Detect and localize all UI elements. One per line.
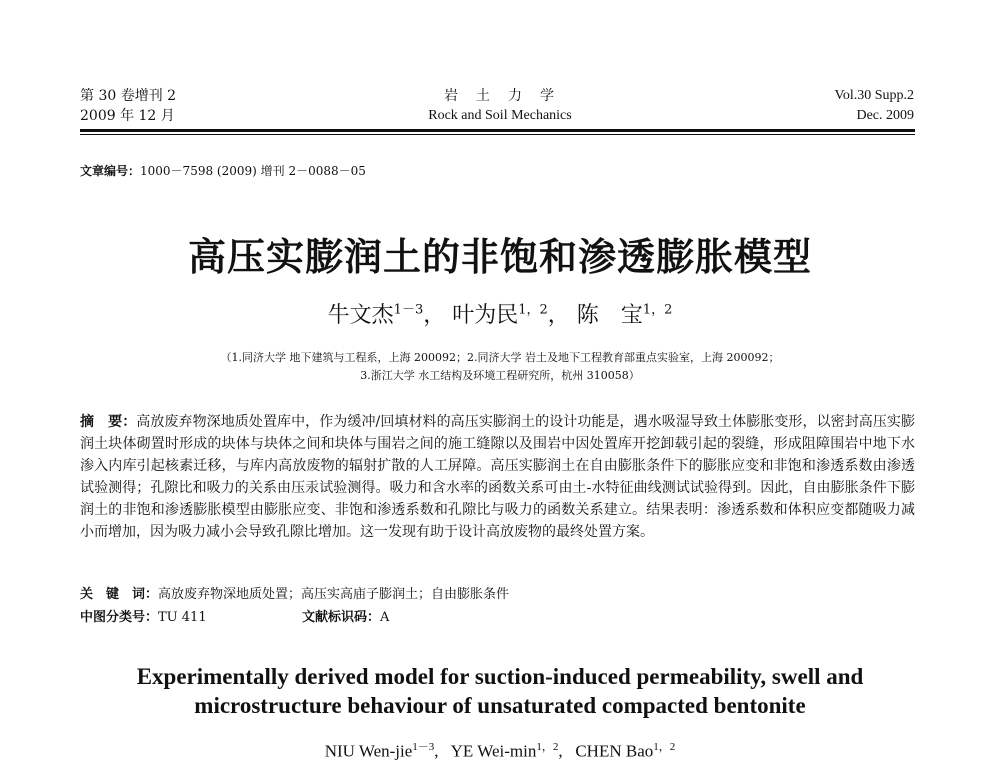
header-rule-thick bbox=[80, 129, 915, 132]
author-en: YE Wei-min bbox=[450, 741, 537, 761]
author-en: NIU Wen-jie bbox=[324, 741, 413, 761]
journal-name-cn: 岩 土 力 学 bbox=[444, 88, 556, 104]
title-en-line-1: Experimentally derived model for suction-induced permeability, swell and bbox=[136, 664, 864, 689]
abstract bbox=[80, 411, 915, 543]
doc-code-value: A bbox=[380, 610, 390, 625]
keywords bbox=[80, 583, 509, 602]
issue-volume: 第 30 卷增刊 2 bbox=[80, 88, 177, 104]
author-cn-affil: 1，2 bbox=[642, 302, 673, 318]
article-number-value: 1000－7598 (2009) 增刊 2－0088－05 bbox=[140, 164, 366, 178]
keywords-text: 高放废弃物深地质处置；高压实高庙子膨润土；自由膨胀条件 bbox=[158, 587, 510, 602]
author-en-affil: 1，2 bbox=[536, 741, 559, 753]
keywords-label: 关 键 词： bbox=[80, 587, 159, 602]
volume-en: Vol.30 Supp.2 bbox=[834, 88, 914, 103]
author-cn: 陈 宝 bbox=[576, 303, 643, 328]
clc-value: TU 411 bbox=[158, 610, 207, 625]
author-cn-affil: 1－3 bbox=[393, 302, 424, 318]
article-number-label: 文章编号： bbox=[80, 164, 141, 178]
title-en bbox=[0, 662, 1000, 720]
title-cn: 高压实膨润土的非饱和渗透膨胀模型 bbox=[187, 235, 812, 279]
author-cn: 牛文杰 bbox=[327, 303, 394, 328]
affiliation-line-2: 3.浙江大学 水工结构及环境工程研究所，杭州 310058） bbox=[360, 369, 640, 382]
journal-volume-en bbox=[835, 86, 914, 126]
author-en-affil: 1－3 bbox=[412, 741, 435, 753]
clc-label: 中图分类号： bbox=[80, 610, 159, 625]
document-code bbox=[302, 606, 389, 625]
date-en: Dec. 2009 bbox=[856, 108, 914, 123]
article-number bbox=[80, 162, 366, 179]
abstract-text: 高放废弃物深地质处置库中，作为缓冲/回填材料的高压实膨润土的设计功能是，遇水吸湿导致土体膨胀变形，以密封高压实膨润土块体砌置时形成的块体与块体之间和块体与围岩之间的施工缝隙以及围岩中因处置库开挖卸载引起的裂缝，形成阻障围岩中地下水渗入内库引起核素迁移，与库内高放废物的辐射扩散的人工屏障。高压实膨润土在自由膨胀条件下的膨胀应变和非饱和渗透系数由渗透试验测得；孔隙比和吸力的关系由压汞试验测得。吸力和含水率的函数关系可由土-水特征曲线测试试验得到。因此，自由膨胀条件下膨润土的非饱和渗透膨胀模型由膨胀应变、非饱和渗透系数和孔隙比与吸力的函数关系建立。结果表明：渗透系数和体积应变都随吸力减小而增加，因为吸力减小会导致孔隙比增加。这一发现有助于设计高放废物的最终处置方案。 bbox=[80, 414, 916, 540]
doc-code-label: 文献标识码： bbox=[302, 610, 381, 625]
title-en-line-2: microstructure behaviour of unsaturated compacted bentonite bbox=[194, 693, 806, 718]
journal-issue bbox=[80, 86, 176, 126]
journal-name bbox=[380, 86, 620, 126]
issue-date: 2009 年 12 月 bbox=[80, 108, 175, 124]
journal-name-en: Rock and Soil Mechanics bbox=[428, 108, 572, 123]
classification bbox=[80, 606, 207, 625]
header-rule-thin bbox=[80, 134, 915, 135]
author-cn: 叶为民 bbox=[452, 303, 519, 328]
author-en-affil: 1，2 bbox=[653, 741, 676, 753]
authors-en: NIU Wen-jie$^{1-3}$, YE Wei-$\min^{1,2}$, CHEN Bao$^{1,2}$ bbox=[324, 741, 676, 761]
abstract-label: 摘 要： bbox=[80, 414, 137, 430]
author-en: CHEN Bao bbox=[575, 741, 654, 761]
authors-cn: 牛文杰$^{1-3}$， 叶为民$^{1,2}$， 陈 宝$^{1,2}$ bbox=[327, 302, 673, 328]
affiliation-line-1: （1.同济大学 地下建筑与工程系，上海 200092；2.同济大学 岩土及地下工程教育部重点实验室，上海 200092； bbox=[220, 351, 780, 364]
author-cn-affil: 1，2 bbox=[518, 302, 548, 318]
